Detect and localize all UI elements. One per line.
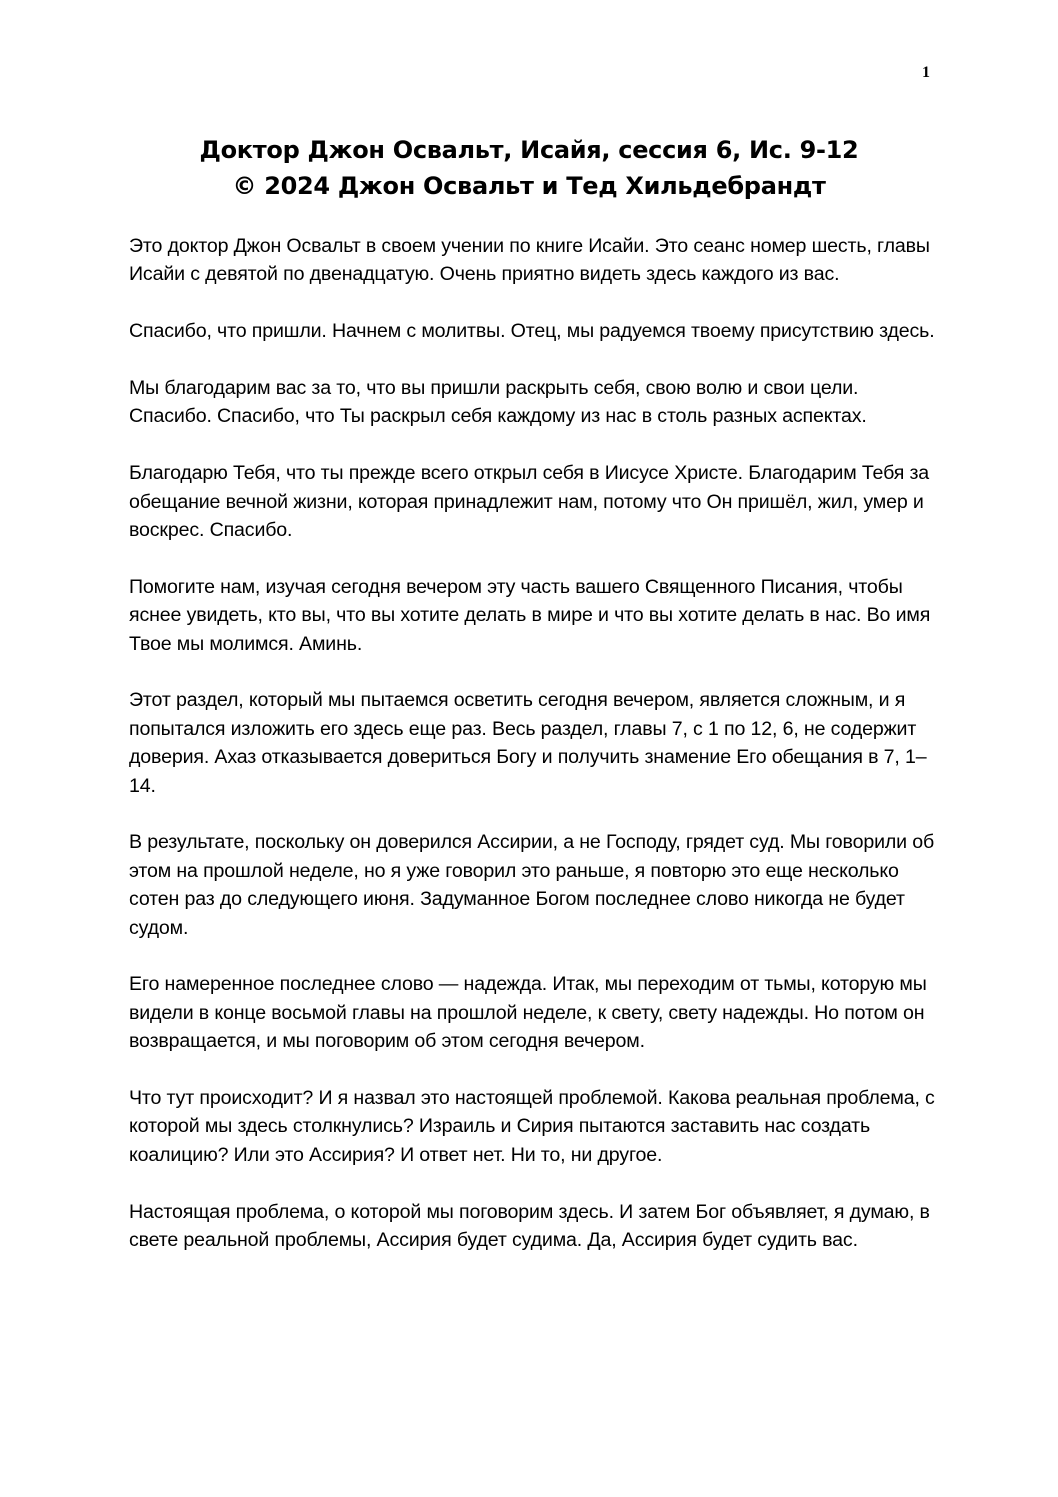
paragraph: Что тут происходит? И я назвал это настоящей проблемой. Какова реальная проблема, с которой мы здесь столкнулись? Израиль и Сирия пытаются заставить нас создать коалицию? Или это Ассирия? И ответ нет. Ни то, ни другое. [129, 1087, 935, 1166]
paragraph: Мы благодарим вас за то, что вы пришли раскрыть себя, свою волю и свои цели. Спасибо. Спасибо, что Ты раскрыл себя каждому из нас в столь разных аспектах. [129, 377, 867, 428]
paragraph: Этот раздел, который мы пытаемся осветить сегодня вечером, является сложным, и я попытался изложить его здесь еще раз. Весь раздел, главы 7, с 1 по 12, 6, не содержит доверия. Ахаз отказывается довериться Богу и получить знамение Его обещания в 7, 1–14. [129, 689, 927, 797]
paragraph: Благодарю Тебя, что ты прежде всего открыл себя в Иисусе Христе. Благодарим Тебя за обещание вечной жизни, которая принадлежит нам, потому что Он пришёл, жил, умер и воскрес. Спасибо. [129, 462, 930, 542]
paragraph: Настоящая проблема, о которой мы поговорим здесь. И затем Бог объявляет, я думаю, в свете реальной проблемы, Ассирия будет судима. Да, Ассирия будет судить вас. [129, 1200, 930, 1252]
page-number: 1 [922, 64, 930, 81]
paragraph: В результате, поскольку он доверился Ассирии, а не Господу, грядет суд. Мы говорили об этом на прошлой неделе, но я уже говорил это раньше, я повторю это еще несколько сотен раз до следующего июня. Задуманное Богом последнее слово никогда не будет судом. [129, 831, 935, 939]
paragraph: Это доктор Джон Освальт в своем учении по книге Исайи. Это сеанс номер шесть, главы Исайи с девятой по двенадцатую. Очень приятно видеть здесь каждого из вас. [129, 235, 930, 286]
document-body [129, 232, 939, 1283]
paragraph: Помогите нам, изучая сегодня вечером эту часть вашего Священного Писания, чтобы яснее увидеть, кто вы, что вы хотите делать в мире и что вы хотите делать в нас. Во имя Твое мы молимся. Аминь. [129, 575, 931, 655]
title-line-2: © 2024 Джон Освальт и Тед Хильдебрандт [232, 172, 826, 200]
document-title [0, 132, 1058, 204]
paragraph: Спасибо, что пришли. Начнем с молитвы. Отец, мы радуемся твоему присутствию здесь. [129, 320, 935, 343]
paragraph: Его намеренное последнее слово — надежда. Итак, мы переходим от тьмы, которую мы видели в конце восьмой главы на прошлой неделе, к свету, свету надежды. Но потом он возвращается, и мы поговорим об этом сегодня вечером. [129, 973, 927, 1053]
title-line-1: Доктор Джон Освальт, Исайя, сессия 6, Ис. 9-12 [199, 136, 859, 164]
